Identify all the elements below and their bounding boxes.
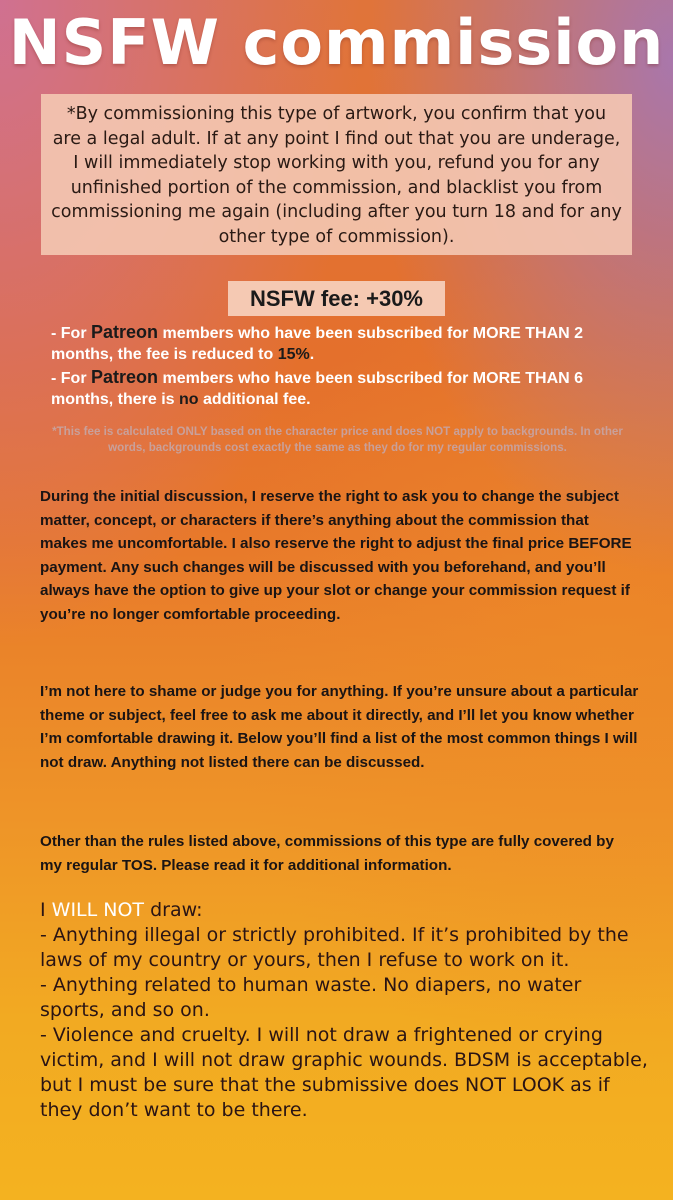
patreon-label: Patreon: [91, 367, 159, 387]
discount-item-6-months: [51, 367, 641, 410]
fee-footnote: *This fee is calculated ONLY based on the character price and does NOT apply to backgrounds. In other words, backgrounds cost exactly the same as they do for my regular commissions.: [52, 425, 623, 454]
no-judgement-paragraph: I’m not here to shame or judge you for anything. If you’re unsure about a particular theme or subject, feel free to ask me about it directly, and I’ll let you know whether I’m comfortable drawing it. Below you’ll find a list of the most common things I will not draw. Anything not listed there can be discussed.: [40, 683, 639, 771]
discount-item-2-months: [51, 322, 641, 365]
tos-paragraph: Other than the rules listed above, commissions of this type are fully covered by my regular TOS. Please read it for additional information.: [40, 833, 614, 874]
heading-tail: draw:: [144, 899, 203, 921]
bullet-suffix: .: [309, 346, 315, 363]
will-not-item-violence: - Violence and cruelty. I will not draw a frightened or crying victim, and I will not draw graphic wounds. BDSM is acceptable, but I must be sure that the submissive does NOT LOOK as if they don’t want to be there.: [40, 1024, 648, 1121]
will-not-accent: WILL NOT: [51, 899, 145, 921]
bullet-text: members who have been subscribed for MORE THAN 2 months, the fee is reduced to: [51, 325, 584, 363]
bullet-prefix: - For: [51, 370, 91, 387]
will-not-item-waste: - Anything related to human waste. No diapers, no water sports, and so on.: [40, 974, 582, 1021]
will-not-item-illegal: - Anything illegal or strictly prohibited. If it’s prohibited by the laws of my country or yours, then I refuse to work on it.: [40, 924, 629, 971]
bullet-prefix: - For: [51, 325, 91, 342]
heading-lead: I: [40, 899, 52, 921]
will-not-draw-section: [40, 898, 650, 1123]
reduced-fee-value: 15%: [277, 346, 310, 363]
discussion-paragraph: During the initial discussion, I reserve the right to ask you to change the subject matter, concept, or characters if there’s anything about the commission that makes me uncomfortable. I also reserve the right to adjust the final price BEFORE payment. Any such changes will be discussed with you beforehand, and you’ll always have the option to give up your slot or change your commission request if you’re no longer comfortable proceeding.: [40, 488, 632, 623]
no-fee-word: no: [179, 391, 199, 408]
page-title: NSFW commission: [8, 6, 665, 79]
patreon-label: Patreon: [91, 322, 159, 342]
age-notice: *By commissioning this type of artwork, you confirm that you are a legal adult. If at any point I find out that you are underage, I will immediately stop working with you, refund you for any unfinished portion of the commission, and blacklist you from commissioning me again (including after you turn 18 and for any other type of commission).: [41, 94, 632, 255]
bullet-suffix: additional fee.: [198, 391, 311, 408]
will-not-heading: [40, 898, 650, 923]
discount-list: [51, 322, 641, 412]
bullet-text: members who have been subscribed for MORE THAN 6 months, there is: [51, 370, 584, 408]
fee-badge: NSFW fee: +30%: [228, 281, 445, 316]
